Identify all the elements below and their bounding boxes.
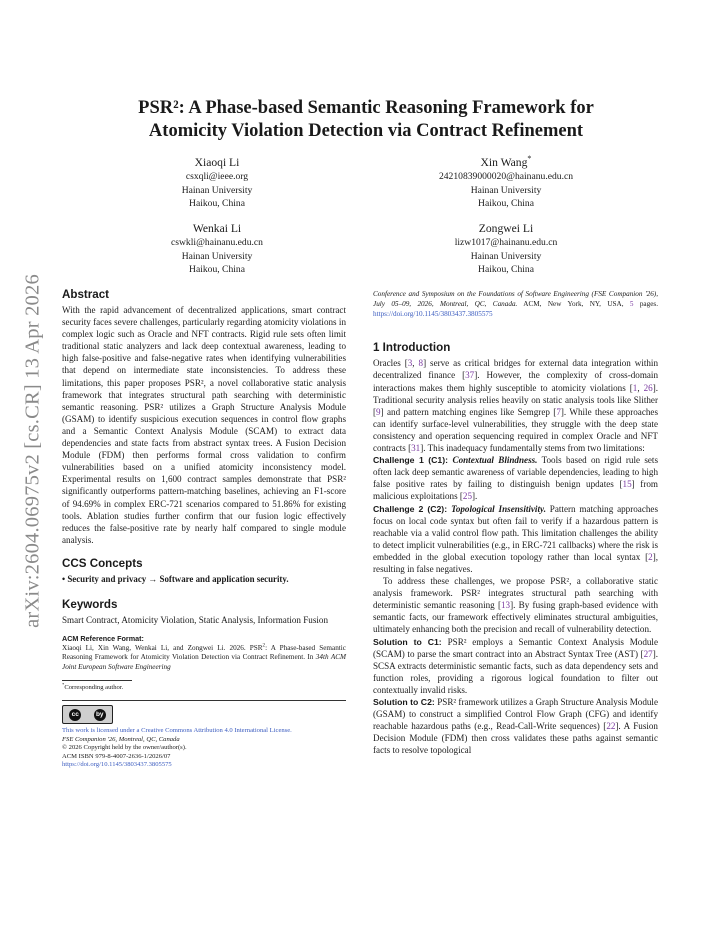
conference-page-count: 5 xyxy=(629,299,634,308)
license-rule xyxy=(62,700,346,701)
intro-paragraph-2: To address these challenges, we propose PSR², a collaborative static analysis framework. PSR² integrates structural path searching with deterministic semantic reasoning [13]. By fusing graph-based evidence with semantic facts, our framework effectively eliminates structural ambiguities, ultimately enhancing both the precision and recall of vulnerability detection. xyxy=(373,576,659,635)
citation-link[interactable]: 22 xyxy=(606,721,616,732)
author-affiliation: Hainan University xyxy=(470,250,542,262)
citation-link[interactable]: 9 xyxy=(376,406,381,417)
citation-link[interactable]: 27 xyxy=(643,648,653,659)
title-line-2: Atomicity Violation Detection via Contract Refinement xyxy=(148,121,584,141)
title-line-1: PSR²: A Phase-based Semantic Reasoning Framework for xyxy=(138,98,594,118)
author-name: Wenkai Li xyxy=(192,222,242,235)
author-affiliation: Hainan University xyxy=(181,250,253,262)
author-block-4 xyxy=(386,221,626,277)
author-name: Xiaoqi Li xyxy=(194,156,240,169)
author-name: Zongwei Li xyxy=(478,222,534,235)
creative-commons-badge-icon xyxy=(62,705,113,724)
arxiv-identifier xyxy=(16,258,50,644)
license-link[interactable]: This work is licensed under a Creative Commons Attribution 4.0 International License. xyxy=(62,727,292,735)
solution-1-paragraph: Solution to C1: PSR² employs a Semantic Context Analysis Module (SCAM) to parse the smart contract into an Abstract Syntax Tree (AST) [27]. SCSA extracts deterministic semantic facts, such as data dependency sets and function roles, providing a rigorous logical foundation to filter out contextually invalid risks. xyxy=(373,636,658,695)
author-location: Haikou, China xyxy=(478,198,534,210)
author-email: cswkli@hainanu.edu.cn xyxy=(171,237,263,248)
author-location: Haikou, China xyxy=(189,264,245,276)
citation-link[interactable]: 8 xyxy=(418,358,424,369)
license-venue: FSE Companion '26, Montreal, QC, Canada xyxy=(62,735,180,743)
conference-note-pages: pages. xyxy=(633,299,658,308)
challenge-2-paragraph: Challenge 2 (C2): Topological Insensitivity. Pattern matching approaches focus on local code syntax but often fail to verify if a hazardous pattern is reachable via a valid control flow path. This limitation challenges the ability to detect implicit vulnerabilities (e.g., in ERC-721 callbacks) where the risk is embedded in the global execution topology rather than local syntax [2], resulting in false negatives. xyxy=(373,503,658,574)
cc-by-icon: by xyxy=(94,709,106,721)
intro-paragraph-1: Oracles [3, 8] serve as critical bridges for external data integration within decentralized finance [37]. However, the complexity of cross-domain interactions makes them highly susceptible to atomicity violations [1, 26]. Traditional security analysis relies heavily on static analysis tools like Slither [9] and pattern matching engines like Semgrep [7]. While these approaches can identify surface-level vulnerabilities, they struggle with the deep state consistency and operation sequencing required in complex Oracle and NFT contracts [31]. This inadequacy fundamentally stems from two limitations: xyxy=(373,358,659,454)
arxiv-identifier-text: arXiv:2604.06975v2 [cs.CR] 13 Apr 2026 xyxy=(21,274,44,628)
keywords-text: Smart Contract, Atomicity Violation, Static Analysis, Information Fusion xyxy=(62,614,329,625)
author-affiliation: Hainan University xyxy=(470,184,542,196)
introduction-heading: 1 Introduction xyxy=(373,341,451,355)
challenge-1-paragraph: Challenge 1 (C1): Contextual Blindness. Tools based on rigid rule sets often lack deep semantic awareness of variable dependencies, leading to high false positive rates by failing to distinguish benign updates [15] from malicious exploitations [25]. xyxy=(373,455,658,502)
corresponding-author-note: *Corresponding author. xyxy=(62,682,124,692)
author-block-2 xyxy=(386,155,626,211)
citation-link[interactable]: 31 xyxy=(411,443,421,454)
abstract-text: With the rapid advancement of decentralized applications, smart contract security faces severe challenges, particularly regarding atomicity violations in complex logic such as Oracle and NFT contracts. Rigid rule sets often limit traditional static analyzers and lack deep contextual awareness, leading to high false-positive and false-negative rates when identifying vulnerabilities that depend on intermediate state inconsistencies. To address these limitations, this paper proposes PSR², a novel collaborative static analysis framework that integrates structural path searching with deterministic semantic reasoning. PSR² utilizes a Graph Structure Analysis Module (GSAM) to identify suspicious execution sequences in control flow graphs and a Semantic Context Analysis Module (SCAM) to extract data dependencies and state facts from abstract syntax trees. A Fusion Decision Module (FDM) then performs formal cross validation to confirm vulnerabilities based on a unified atomicity inconsistency model. Experimental results on 1,600 contract samples demonstrate that PSR² significantly outperforms pattern-matching baselines, achieving an F1-score of 94.69% in complex ERC-721 scenarios compared to 51.86% for existing tools. Ablation studies further confirm that our fusion logic effectively reduces the false-positive rate by nearly half compared to single module analysis. xyxy=(62,305,346,545)
citation-link[interactable]: 1 xyxy=(632,382,638,393)
author-block-3 xyxy=(97,221,337,277)
solution-2-paragraph: Solution to C2: PSR² framework utilizes a Graph Structure Analysis Module (GSAM) to construct a simplified Control Flow Graph (CFG) and identify reachable hazardous paths (e.g., Read-Call-Write sequences) [22]. A Fusion Decision Module (FDM) then cross validates these paths against semantic facts to resolve topological xyxy=(373,697,658,756)
citation-link[interactable]: 25 xyxy=(462,491,473,502)
citation-link[interactable]: 7 xyxy=(556,406,561,417)
citation-link[interactable]: 13 xyxy=(501,600,511,611)
author-location: Haikou, China xyxy=(189,198,245,210)
license-info xyxy=(62,727,346,770)
author-email: csxqli@ieee.org xyxy=(185,171,249,182)
cc-logo-icon: cc xyxy=(69,709,81,721)
conference-note-venue: Conference and Symposium on the Foundations of Software Engineering (FSE Companion '26), July 05–09, 2026, Montreal, QC, Canada. xyxy=(373,290,658,308)
conference-note xyxy=(373,290,658,319)
conference-doi-link[interactable]: https://doi.org/10.1145/3803437.3805575 xyxy=(373,309,493,318)
ccs-heading: CCS Concepts xyxy=(62,556,143,570)
license-doi-link[interactable]: https://doi.org/10.1145/3803437.3805575 xyxy=(62,761,172,769)
license-copyright: © 2026 Copyright held by the owner/author(s). xyxy=(62,744,187,752)
left-column xyxy=(62,288,346,770)
conference-note-publisher: ACM, New York, NY, USA, xyxy=(517,299,630,308)
author-affiliation: Hainan University xyxy=(181,184,253,196)
ccs-concepts: • Security and privacy → Software and application security. xyxy=(62,573,289,584)
author-block-1 xyxy=(97,155,337,211)
acm-reference-heading: ACM Reference Format: xyxy=(62,634,144,644)
keywords-heading: Keywords xyxy=(62,597,118,611)
author-email: 24210839000020@hainanu.edu.cn xyxy=(438,171,574,182)
citation-link[interactable]: 26 xyxy=(643,382,653,393)
author-email: lizw1017@hainanu.edu.cn xyxy=(454,237,558,248)
paper-title xyxy=(60,97,672,143)
footnote-rule xyxy=(62,680,132,681)
citation-link[interactable]: 3 xyxy=(407,358,413,369)
citation-link[interactable]: 15 xyxy=(622,479,632,490)
author-name: Xin Wang* xyxy=(480,154,532,169)
abstract-heading: Abstract xyxy=(62,288,110,301)
right-column xyxy=(373,290,658,756)
author-location: Haikou, China xyxy=(478,264,534,276)
acm-reference-text: Xiaoqi Li, Xin Wang, Wenkai Li, and Zongwei Li. 2026. PSR$^2$: A Phase-based Semantic Reasoning Framework for Atomicity Violation Detection via Contract Refinement. In 34th ACM Joint European Software Engineering xyxy=(62,643,346,671)
license-isbn: ACM ISBN 979-8-4007-2636-1/2026/07 xyxy=(62,752,171,760)
citation-link[interactable]: 37 xyxy=(465,370,475,381)
citation-link[interactable]: 2 xyxy=(648,551,653,562)
